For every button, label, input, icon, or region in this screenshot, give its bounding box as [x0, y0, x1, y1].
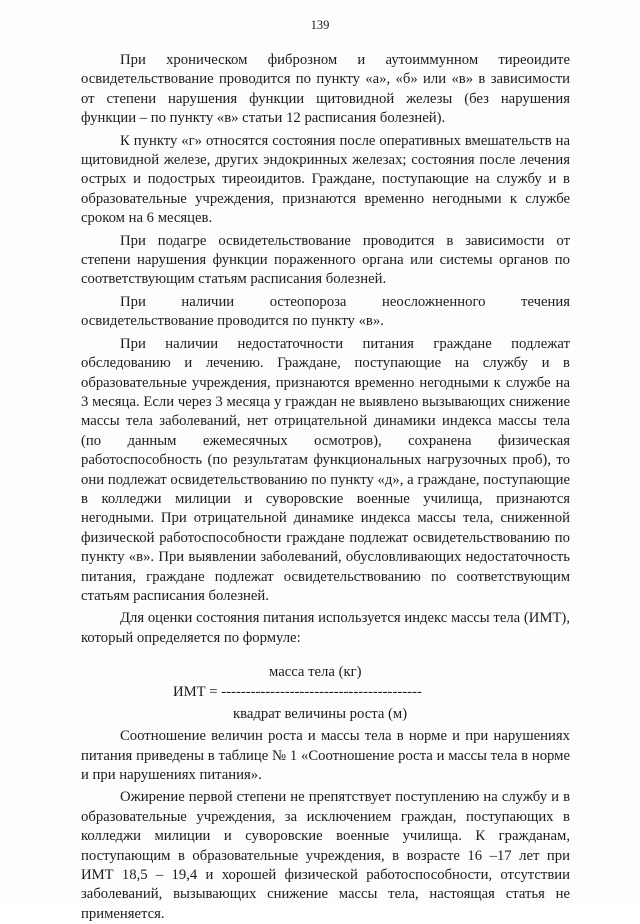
- page-number: 139: [310, 18, 330, 32]
- body-text: [81, 51, 570, 924]
- bmi-formula: [81, 663, 570, 727]
- paragraph-gout: При подагре освидетельствование проводится в зависимости от степени нарушения функции пораженного органа или системы органов по соответствующим статьям расписания болезней.: [81, 232, 570, 288]
- formula-denominator: квадрат величины роста (м): [233, 706, 408, 723]
- formula-lhs: ИМТ = -----------------------------------------: [173, 684, 422, 701]
- paragraph-item-g: К пункту «г» относятся состояния после оперативных вмешательств на щитовидной железе, других эндокринных железах; состояния после лечения острых и подострых тиреоидитов. Граждане, поступающие на службу и в образовательные учреждения, признаются временно негодными к службе сроком на 6 месяцев.: [81, 132, 570, 227]
- paragraph-thyroiditis: При хроническом фиброзном и аутоиммунном тиреоидите освидетельствование проводится по пункту «а», «б» или «в» в зависимости от степени нарушения функции щитовидной железы (без нарушения функции – по пункту «в» статьи 12 расписания болезней).: [81, 52, 570, 127]
- paragraph-malnutrition: При наличии недостаточности питания граждане подлежат обследованию и лечению. Граждане, поступающие на службу и в образовательные учреждения, признаются временно негодными к службе на 3 месяца. Если через 3 месяца у граждан не выявлено вызывающих снижение массы тела заболеваний, нет отрицательной динамики индекса массы тела (по данным ежемесячных осмотров), сохранена физическая работоспособность (по результатам функциональных нагрузочных проб), то они подлежат освидетельствованию по пункту «д», а граждане, поступающие в колледжи милиции и суворовские военные училища, признаются негодными. При отрицательной динамике индекса массы тела, сниженной физической работоспособности граждане подлежат освидетельствованию по пункту «в». При выявлении заболеваний, обусловливающих недостаточность питания, граждане подлежат освидетельствованию по соответствующим статьям расписания болезней.: [81, 335, 570, 604]
- paragraph-obesity: Ожирение первой степени не препятствует поступлению на службу и в образовательные учреждения, за исключением граждан, поступающих в колледжи милиции и суворовские военные училища. К гражданам, поступающим в образовательные учреждения, в возрасте 16 –17 лет при ИМТ 18,5 – 19,4 и хорошей физической работоспособности, отсутствии заболеваний, вызывающих снижение массы тела, настоящая статья не применяется.: [81, 789, 570, 922]
- paragraph-bmi-intro: Для оценки состояния питания используется индекс массы тела (ИМТ), который определяется по формуле:: [81, 610, 570, 646]
- paragraph-table-reference: Соотношение величин роста и массы тела в норме и при нарушениях питания приведены в таблице № 1 «Соотношение роста и массы тела в норме и при нарушениях питания».: [81, 728, 570, 783]
- formula-numerator: масса тела (кг): [269, 664, 362, 681]
- paragraph-osteoporosis: При наличии остеопороза неосложненного течения освидетельствование проводится по пункту «в».: [81, 293, 570, 330]
